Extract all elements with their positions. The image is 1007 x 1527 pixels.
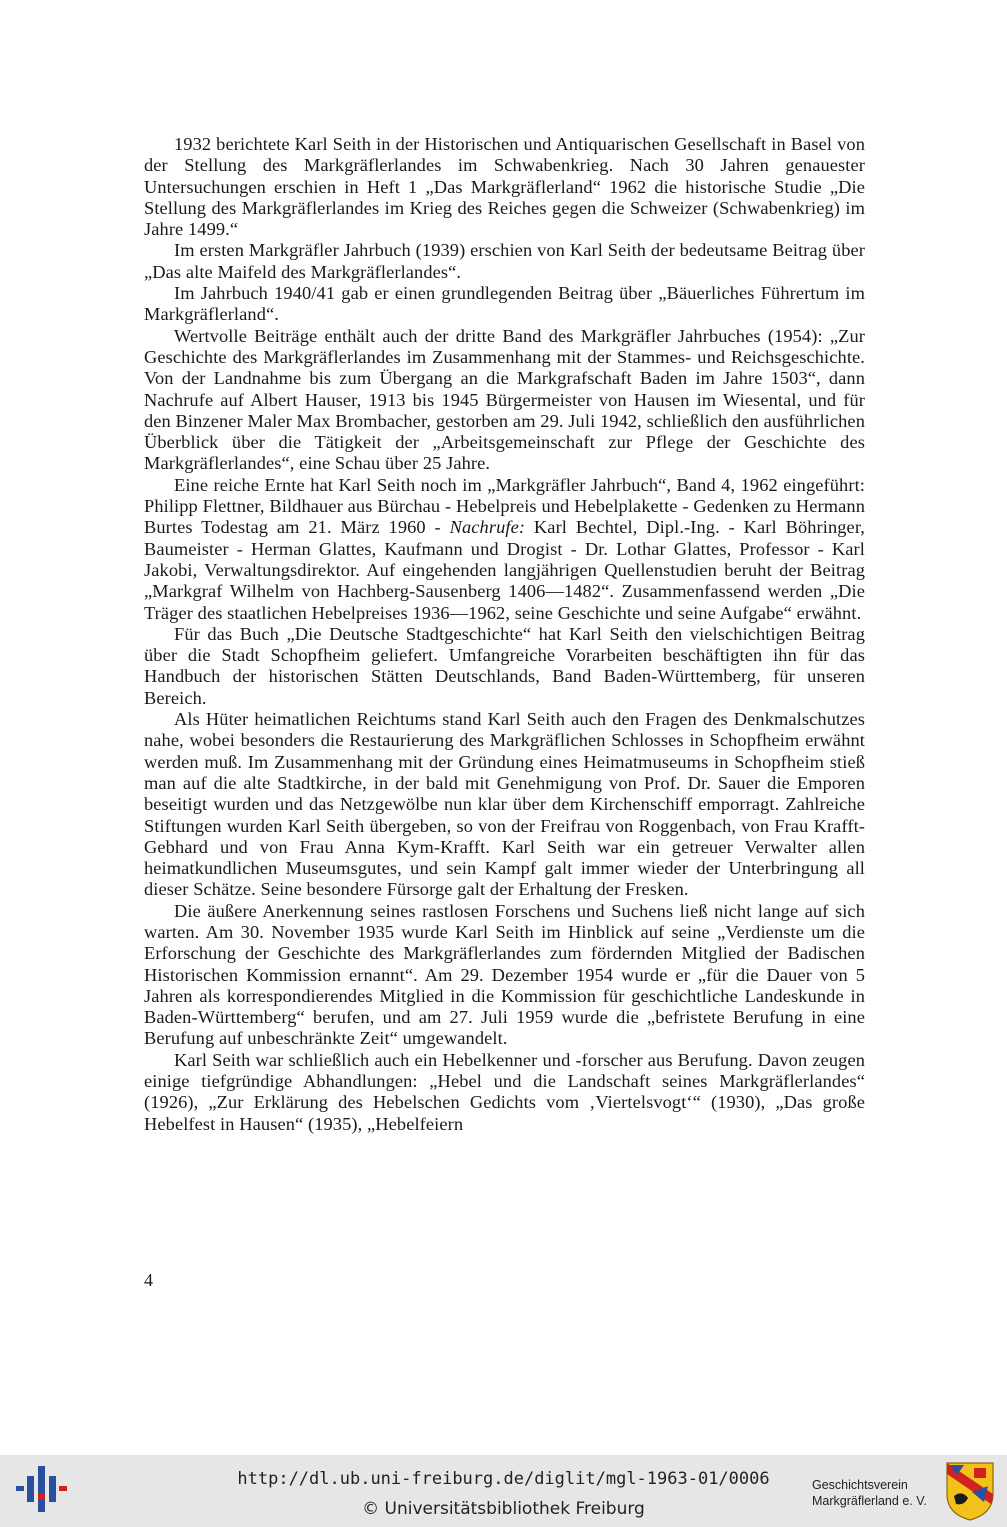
page-number: 4 [144,1270,153,1290]
paragraph-3: Im Jahrbuch 1940/41 gab er einen grundlegenden Beitrag über „Bäuerliches Führertum im Markgräflerland“. [144,283,865,325]
paragraph-5 [144,475,865,624]
paragraph-6: Für das Buch „Die Deutsche Stadtgeschichte“ hat Karl Seith den vielschichtigen Beitrag über die Stadt Schopfheim geliefert. Umfangreiche Vorarbeiten beschäftigten ihn für das Handbuch der historischen Stätten Deutschlands, Band Baden-Württemberg, für unseren Bereich. [144,623,865,708]
society-name [812,1477,942,1509]
paragraph-7: Als Hüter heimatlichen Reichtums stand Karl Seith auch den Fragen des Denkmalschutzes nahe, wobei besonders die Restaurierung des Markgräflichen Schlosses in Schopfheim erwähnt werden muß. Im Zusammenhang mit der Gründung eines Heimatmuseums in Schopfheim stieß man auf die alte Stadtkirche, in der bald mit Genehmigung von Prof. Dr. Sauer die Emporen beseitigt wurden und das Netzgewölbe nun klar über dem Kirchenschiff emporragt. Zahlreiche Stiftungen wurden Karl Seith übergeben, so von der Freifrau von Roggenbach, von Frau Krafft-Gebhard und von Frau Anna Kym-Krafft. Karl Seith war ein getreuer Verwalter allen heimatkundlichen Museumsgutes, und sein Kampf galt immer wieder der Unterbringung all dieser Schätze. Seine besondere Fürsorge galt der Erhaltung der Fresken. [144,709,865,900]
page-body [144,134,865,1135]
paragraph-8: Die äußere Anerkennung seines rastlosen Forschens und Suchens ließ nicht lange auf sich warten. Am 30. November 1935 wurde Karl Seith im Hinblick auf seine „Verdienste um die Erforschung der Geschichte des Markgräflerlandes zum fördernden Mitglied der Badischen Historischen Kommission ernannt“. Am 29. Dezember 1954 wurde er „für die Dauer von 5 Jahren als korrespondierendes Mitglied in die Kommission für geschichtliche Landeskunde in Baden-Württemberg“ berufen, und am 27. Juli 1959 wurde die „befristete Berufung in eine Berufung auf unbeschränkte Zeit“ umgewandelt. [144,900,865,1049]
paragraph-2: Im ersten Markgräfler Jahrbuch (1939) erschien von Karl Seith der bedeutsame Beitrag über „Das alte Maifeld des Markgräflerlandes“. [144,240,865,282]
footer-bar [0,1455,1007,1527]
paragraph-1: 1932 berichtete Karl Seith in der Historischen und Antiquarischen Gesellschaft in Basel von der Stellung des Markgräflerlandes im Schwabenkrieg. Nach 30 Jahren genauester Untersuchungen erschien in Heft 1 „Das Markgräflerland“ 1962 die historische Studie „Die Stellung des Markgräflerlandes im Krieg des Reiches gegen die Schweizer (Schwabenkrieg) im Jahre 1499.“ [144,134,865,240]
copyright-text: © Universitätsbibliothek Freiburg [362,1499,645,1519]
paragraph-5-text-before: Eine reiche Ernte hat Karl Seith noch im „Markgräfler Jahrbuch“, Band 4, 1962 eingeführt: Philipp Flettner, Bildhauer aus Bürchau - Hebelpreis und Hebelplakette - Gedenken zu Hermann Burtes Todestag am 21. März 1960 - [144,474,865,538]
paragraph-5-italic: Nachrufe: [449,517,526,538]
coat-of-arms-icon[interactable] [944,1460,996,1522]
society-line-1: Geschichtsverein [812,1478,908,1492]
paragraph-9: Karl Seith war schließlich auch ein Hebelkenner und -forscher aus Berufung. Davon zeugen einige tiefgründige Abhandlungen: „Hebel und die Landschaft seines Markgräflerlandes“ (1926), „Zur Erklärung des Hebelschen Gedichts vom ‚Viertelsvogt‘“ (1930), „Das große Hebelfest in Hausen“ (1935), „Hebelfeiern [144,1049,865,1134]
source-url-link[interactable]: http://dl.ub.uni-freiburg.de/diglit/mgl-1963-01/0006 [237,1469,770,1489]
society-line-2: Markgräflerland e. V. [812,1494,927,1508]
paragraph-4: Wertvolle Beiträge enthält auch der dritte Band des Markgräfler Jahrbuches (1954): „Zur Geschichte des Markgräflerlandes im Zusammenhang mit der Stammes- und Reichsgeschichte. Von der Landnahme bis zum Übergang an die Markgrafschaft Baden im Jahre 1503“, dann Nachrufe auf Albert Hauser, 1913 bis 1945 Bürgermeister von Hausen im Wiesental, und für den Binzener Maler Max Brombacher, gestorben am 29. Juli 1942, schließlich den ausführlichen Überblick über die Tätigkeit der „Arbeitsgemeinschaft zur Pflege der Geschichte des Markgräflerlandes“, eine Schau über 25 Jahre. [144,325,865,474]
paragraph-5-text-after: Karl Bechtel, Dipl.-Ing. - Karl Böhringer, Baumeister - Herman Glattes, Kaufmann und Drogist - Dr. Lothar Glattes, Professor - Karl Jakobi, Verwaltungsdirektor. Auf eingehenden langjährigen Quellenstudien beruht der Beitrag „Markgraf Wilhelm von Hachberg-Sausenberg 1406—1482“. Zusammenfassend werden „Die Träger des staatlichen Hebelpreises 1936—1962, seine Geschichte und seine Aufgabe“ erwähnt. [144,517,866,623]
